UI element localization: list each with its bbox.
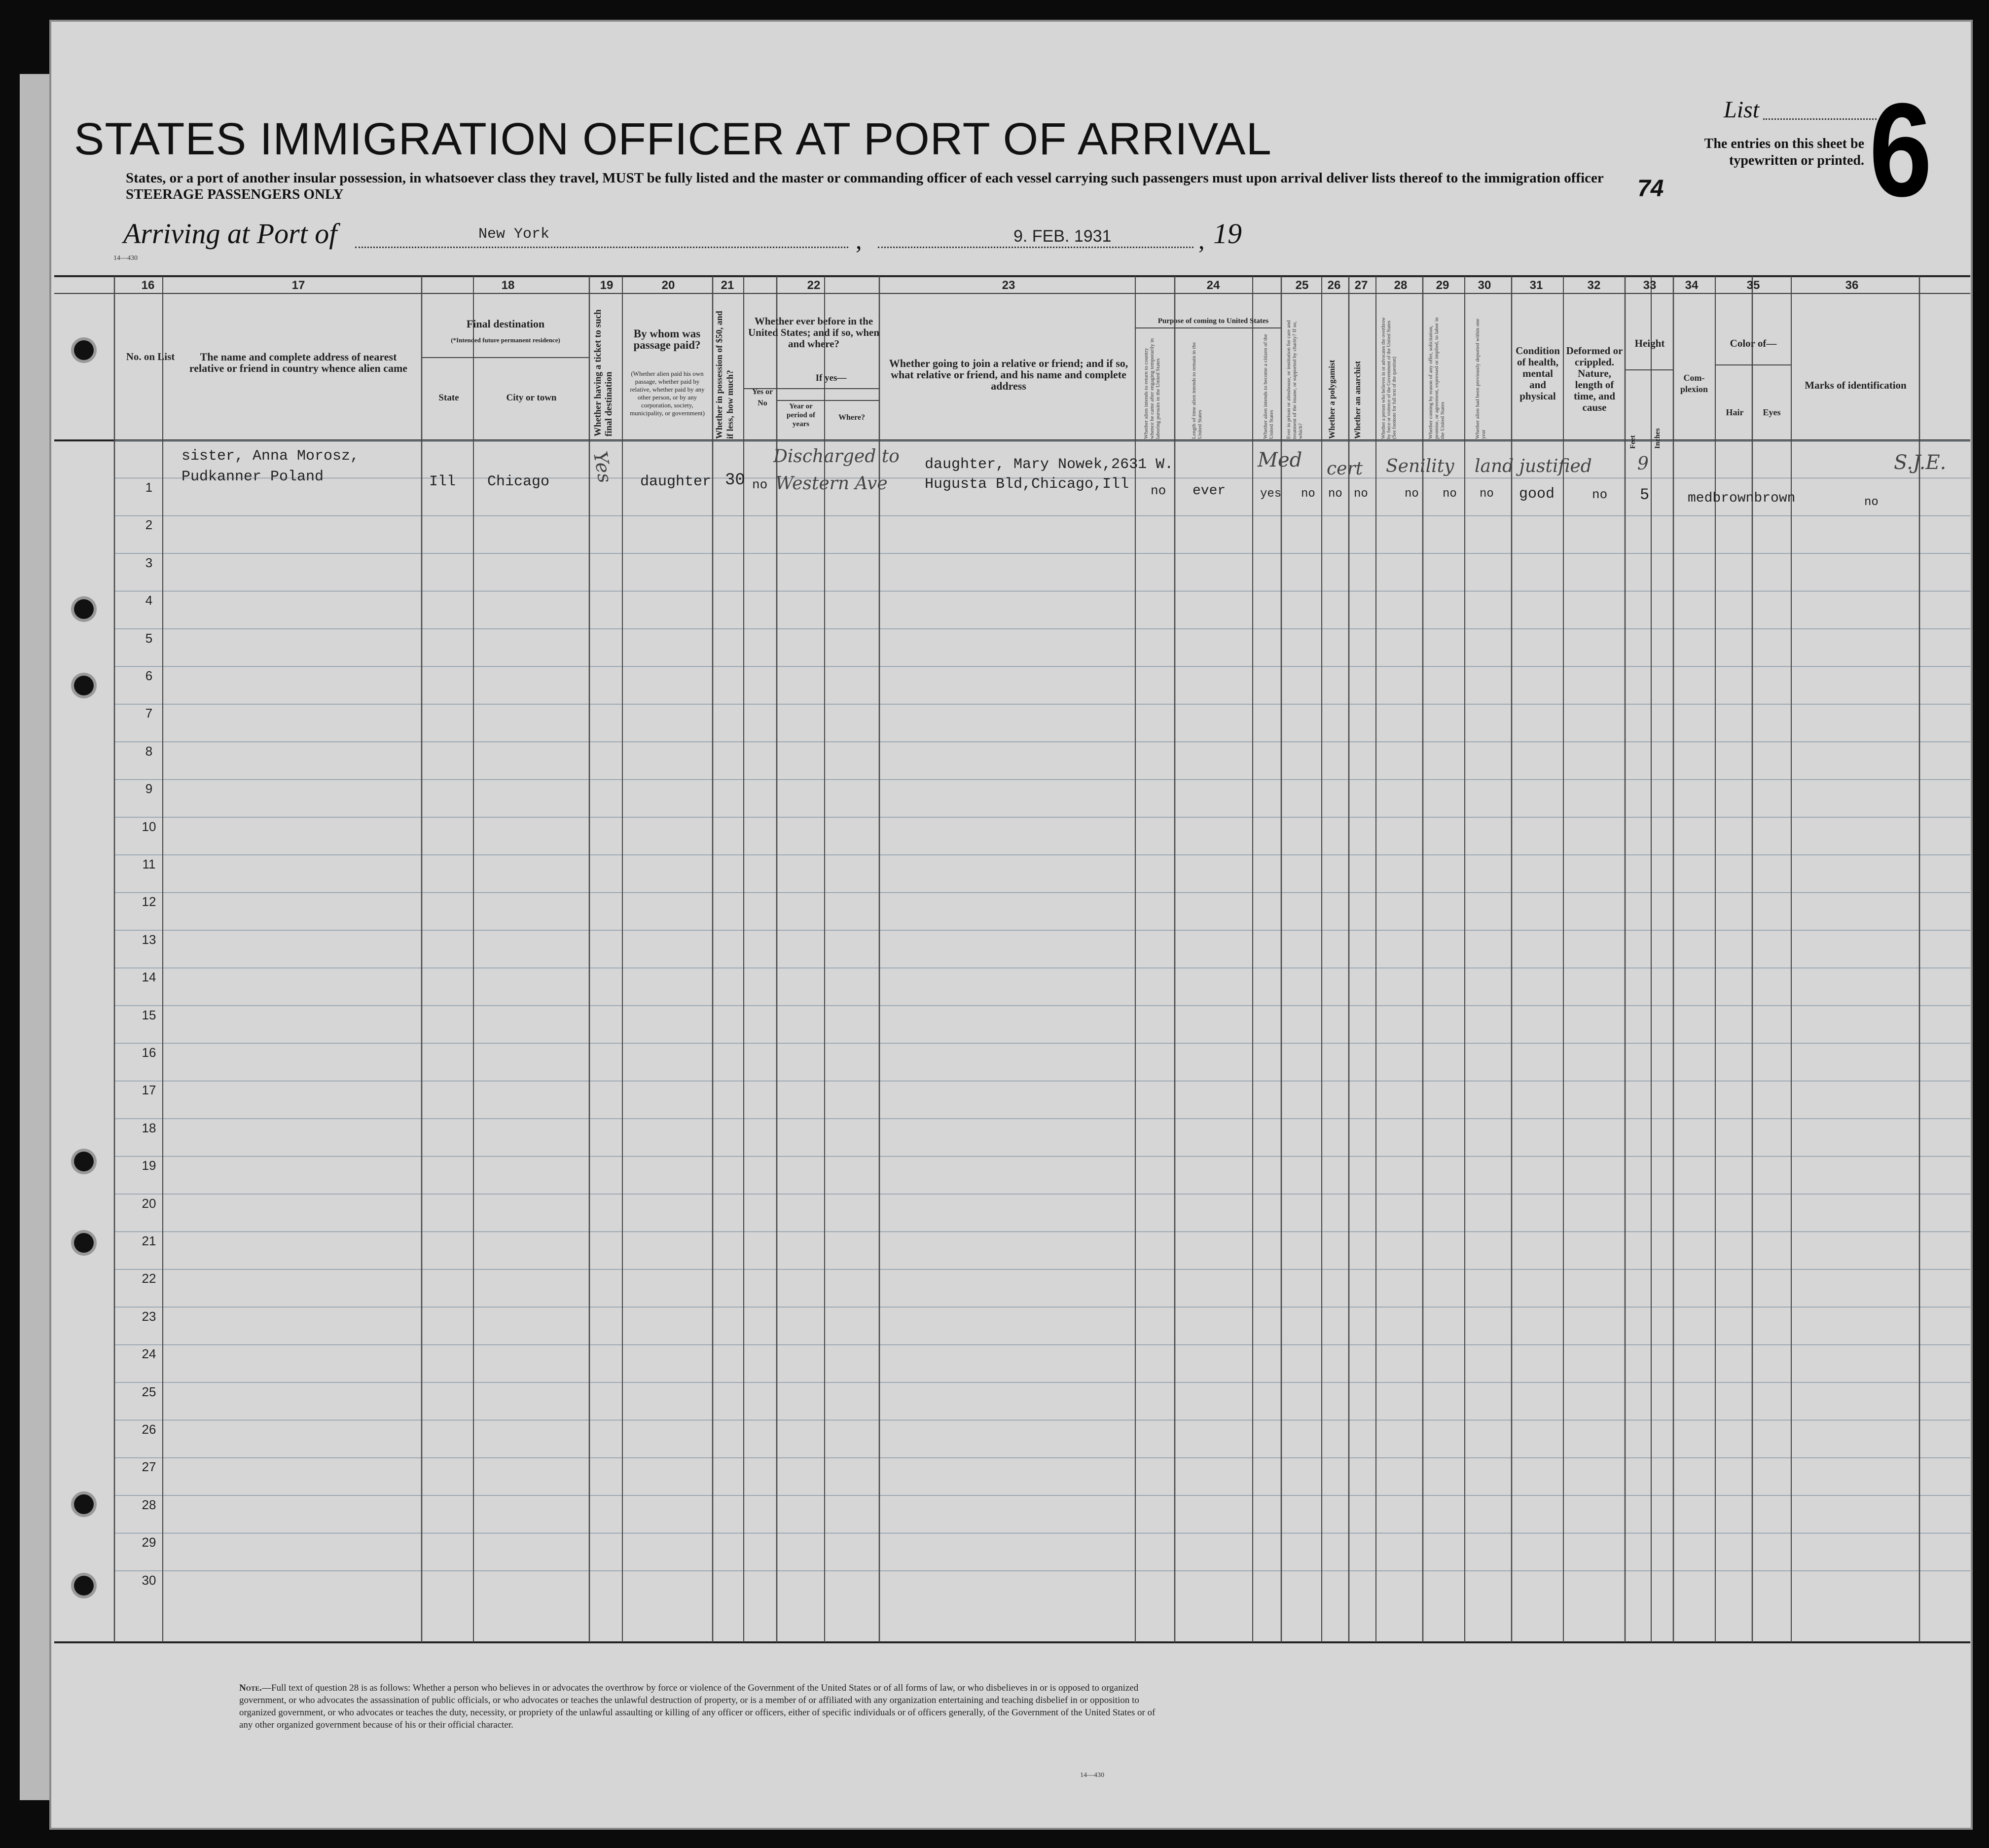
list-dotted-line <box>1763 99 1877 120</box>
col-22-if-yes: If yes— <box>815 373 847 383</box>
date-stamp: 9. FEB. 1931 <box>1013 227 1112 246</box>
joining-line2: Hugusta Bld,Chicago,Ill <box>925 476 1129 493</box>
contract-labor: no <box>1443 487 1457 501</box>
column-number: 17 <box>291 279 305 292</box>
deported: no <box>1480 487 1494 501</box>
before-handwritten-2: Western Ave <box>775 473 888 494</box>
punch-hole <box>74 676 94 695</box>
col-34-header: Com-plexion <box>1680 373 1708 394</box>
complexion-hair-eyes: medbrownbrown <box>1688 491 1796 506</box>
column-number: 18 <box>501 279 515 292</box>
column-number: 31 <box>1529 279 1543 292</box>
overthrow: no <box>1405 487 1419 501</box>
col-35-header: Color of— <box>1730 337 1777 349</box>
col-18-header: Final destination <box>466 318 545 330</box>
height-handwritten: 9 <box>1637 454 1649 474</box>
row-number: 19 <box>142 1158 156 1173</box>
column-number: 32 <box>1587 279 1601 292</box>
ticket-handwritten: Yes <box>589 449 616 485</box>
anarchist: no <box>1354 487 1368 501</box>
column-number: 23 <box>1002 279 1015 292</box>
class-label: STEERAGE PASSENGERS ONLY <box>126 186 344 202</box>
intends-citizen: yes <box>1260 487 1282 501</box>
punch-hole <box>74 340 94 360</box>
row-number: 14 <box>142 970 156 985</box>
row-number: 9 <box>145 781 153 797</box>
row-number: 5 <box>145 630 153 646</box>
handwritten-26: cert <box>1327 459 1363 479</box>
column-number: 24 <box>1206 279 1220 292</box>
col-22-where: Where? <box>838 413 865 422</box>
col-36-header: Marks of identification <box>1805 379 1907 391</box>
arriving-label: Arriving at Port of <box>123 217 337 250</box>
list-label: List <box>1724 97 1760 123</box>
deformed: no <box>1592 487 1608 502</box>
row-number: 29 <box>142 1535 156 1550</box>
row-number: 3 <box>145 555 153 570</box>
row-number: 30 <box>142 1572 156 1588</box>
punch-hole <box>74 599 94 619</box>
row-number: 6 <box>145 668 153 683</box>
form-number-top: 14—430 <box>113 254 138 262</box>
column-number: 21 <box>721 279 734 292</box>
punch-hole <box>74 1576 94 1595</box>
col-31-header: Condition of health, mental and physical <box>1516 345 1560 402</box>
column-number: 26 <box>1327 279 1341 292</box>
punch-hole <box>74 1233 94 1253</box>
col-20-note: (Whether alien paid his own passage, whether paid by relative, whether paid by any other person, or by any corporation, society, municipality, or government) <box>630 370 705 417</box>
identification-marks: no <box>1864 496 1879 509</box>
column-number: 29 <box>1436 279 1449 292</box>
column-number: 30 <box>1478 279 1491 292</box>
col-18-note: (*Intended future permanent residence) <box>451 336 560 344</box>
column-number: 20 <box>661 279 675 292</box>
col-19-header: Whether having a ticket to such final destination <box>593 309 614 436</box>
col-20-header: By whom was passage paid? <box>633 327 701 351</box>
col-24-header: Purpose of coming to United States <box>1157 317 1269 325</box>
column-number: 16 <box>141 279 155 292</box>
comma-2: , <box>1198 226 1205 254</box>
row-number: 18 <box>142 1120 156 1135</box>
col-23-header: Whether going to join a relative or friend; and if so, what relative or friend, and his name and complete address <box>889 357 1128 392</box>
paid-by: daughter <box>640 473 712 490</box>
column-number: 22 <box>807 279 821 292</box>
health: good <box>1519 486 1555 503</box>
column-number: 25 <box>1295 279 1309 292</box>
row-number: 2 <box>145 517 153 533</box>
comma: , <box>856 226 862 254</box>
row-number: 25 <box>142 1384 156 1399</box>
row-number: 8 <box>145 743 153 759</box>
col-16-header: No. on List <box>126 351 175 362</box>
length-of-stay: ever <box>1193 483 1226 499</box>
prison: no <box>1301 487 1315 501</box>
col-33-inches: Inches <box>1654 428 1662 449</box>
punch-hole <box>74 1152 94 1171</box>
row-number: 23 <box>142 1308 156 1324</box>
col-18-city: City or town <box>506 393 557 403</box>
row-number: 22 <box>142 1271 156 1286</box>
col-33-header: Height <box>1634 337 1665 349</box>
page-title: STATES IMMIGRATION OFFICER AT PORT OF ARRIVAL <box>74 114 1272 164</box>
col-30-header: Whether alien had been previously deported within one year <box>1475 318 1486 439</box>
money-amount: 30 <box>725 471 745 490</box>
col-22-header: Whether ever before in the United States; and if so, when and where? <box>748 315 880 350</box>
list-number: 6 <box>1869 76 1932 224</box>
col-29-header: Whether coming by reason of any offer, solicitation, promise, or agreement, expressed or implied, to labor in the United States <box>1428 317 1446 439</box>
polygamist: no <box>1328 487 1342 501</box>
sheet-number: 74 <box>1637 176 1664 202</box>
footnote-text: —Full text of question 28 is as follows: Whether a person who believes in or advocates the overthrow by force or violence of the Government of the United States or of all forms of law, or who disbelieves in or is opposed to organized government, or who advocates the assassination of public officials, or who advocates or teaches the unlawful destruction of property, or is a member of or affiliated with any organization entertaining and teaching disbelief in or opposition to organized government, or who advocates or teaches the duty, necessity, or propriety of the unlawful assaulting or killing of any officer or officers, either of specific individuals or of officers generally, of the Government of the United States or of any other organized government because of his or their official character. <box>239 1683 1156 1730</box>
before-yes-no: no <box>752 477 768 492</box>
entries-note: The entries on this sheet be typewritten or printed. <box>1704 136 1864 168</box>
col-24-length: Length of time alien intends to remain in the United States <box>1191 342 1203 439</box>
footnote-lead: Note. <box>239 1683 262 1693</box>
col-35-eyes: Eyes <box>1763 407 1781 417</box>
column-number: 19 <box>600 279 614 292</box>
row-number: 12 <box>142 894 156 909</box>
row-number: 21 <box>142 1233 156 1248</box>
row-number: 26 <box>142 1422 156 1437</box>
relative-address-line2: Pudkanner Poland <box>181 469 324 485</box>
handwritten-28: Senility <box>1386 456 1454 476</box>
column-number: 36 <box>1845 279 1859 292</box>
date-line <box>878 247 1193 248</box>
joining-line1: daughter, Mary Nowek,2631 W. <box>925 456 1174 473</box>
row-number: 27 <box>142 1459 156 1475</box>
row-number: 11 <box>142 857 156 871</box>
instructions-line: States, or a port of another insular possession, in whatsoever class they travel, MUST be fully listed and the master or commanding officer of each vessel carrying such passengers must upon arrival deliver lists thereof to the immigration officer <box>126 170 1604 186</box>
col-22-yes-no: Yes or No <box>752 388 773 407</box>
dest-state: Ill <box>429 473 456 490</box>
col-21-header: Whether in possession of $50, and if less, how much? <box>714 311 735 439</box>
dest-city: Chicago <box>487 473 550 490</box>
port-value: New York <box>478 226 550 243</box>
column-number: 28 <box>1394 279 1408 292</box>
column-number: 34 <box>1685 279 1699 292</box>
row-number: 20 <box>142 1196 156 1211</box>
row-number: 28 <box>142 1497 156 1512</box>
height-feet: 5 <box>1640 486 1650 504</box>
row-number: 15 <box>142 1007 156 1022</box>
before-handwritten-1: Discharged to <box>773 446 900 467</box>
footnote <box>239 1682 1166 1731</box>
col-17-header: The name and complete address of nearest relative or friend in country whence alien came <box>189 351 408 374</box>
col-24-return: Whether alien intends to return to country whence he came after engaging temporarily in laboring pursuits in the United States <box>1143 338 1161 439</box>
col-28-header: Whether a person who believes in or advocates the overthrow by force or violence of the Government of the United States (See footnote for full text of the question) <box>1381 317 1397 439</box>
column-number: 27 <box>1354 279 1368 292</box>
row-number: 17 <box>142 1083 156 1098</box>
row-number: 16 <box>142 1045 156 1060</box>
handwritten-30: land justified <box>1475 456 1592 476</box>
punch-hole <box>74 1494 94 1514</box>
row-number: 10 <box>142 819 156 834</box>
handwritten-25: Med <box>1258 449 1302 471</box>
col-35-hair: Hair <box>1726 407 1744 417</box>
relative-address-line1: sister, Anna Morosz, <box>181 448 360 465</box>
intends-return: no <box>1151 483 1166 498</box>
column-number: 35 <box>1746 279 1760 292</box>
col-24-citizen: Whether alien intends to become a citizen of the United States <box>1263 334 1274 439</box>
row-number: 4 <box>145 593 153 608</box>
row-number: 1 <box>145 480 153 495</box>
column-number: 33 <box>1643 279 1657 292</box>
row-number: 24 <box>142 1346 156 1362</box>
row-number: 7 <box>145 706 153 721</box>
col-32-header: Deformed or crippled. Nature, length of time, and cause <box>1566 345 1623 413</box>
form-code-bottom: 14—430 <box>1080 1772 1104 1779</box>
col-18-state: State <box>438 393 459 403</box>
col-33-feet: Feet <box>1629 435 1637 449</box>
col-25-header: Ever in prison or almshouse, or institution for care and treatment of the insane, or supported by charity? If so, which? <box>1286 320 1303 439</box>
row-number: 13 <box>142 932 156 947</box>
col-26-header: Whether a polygamist <box>1327 360 1337 439</box>
col-22-period: Year or period of years <box>787 402 815 428</box>
year-prefix: 19 <box>1213 217 1242 250</box>
port-line <box>355 247 848 248</box>
handwritten-36: S.J.E. <box>1894 451 1947 474</box>
col-27-header: Whether an anarchist <box>1353 361 1362 439</box>
